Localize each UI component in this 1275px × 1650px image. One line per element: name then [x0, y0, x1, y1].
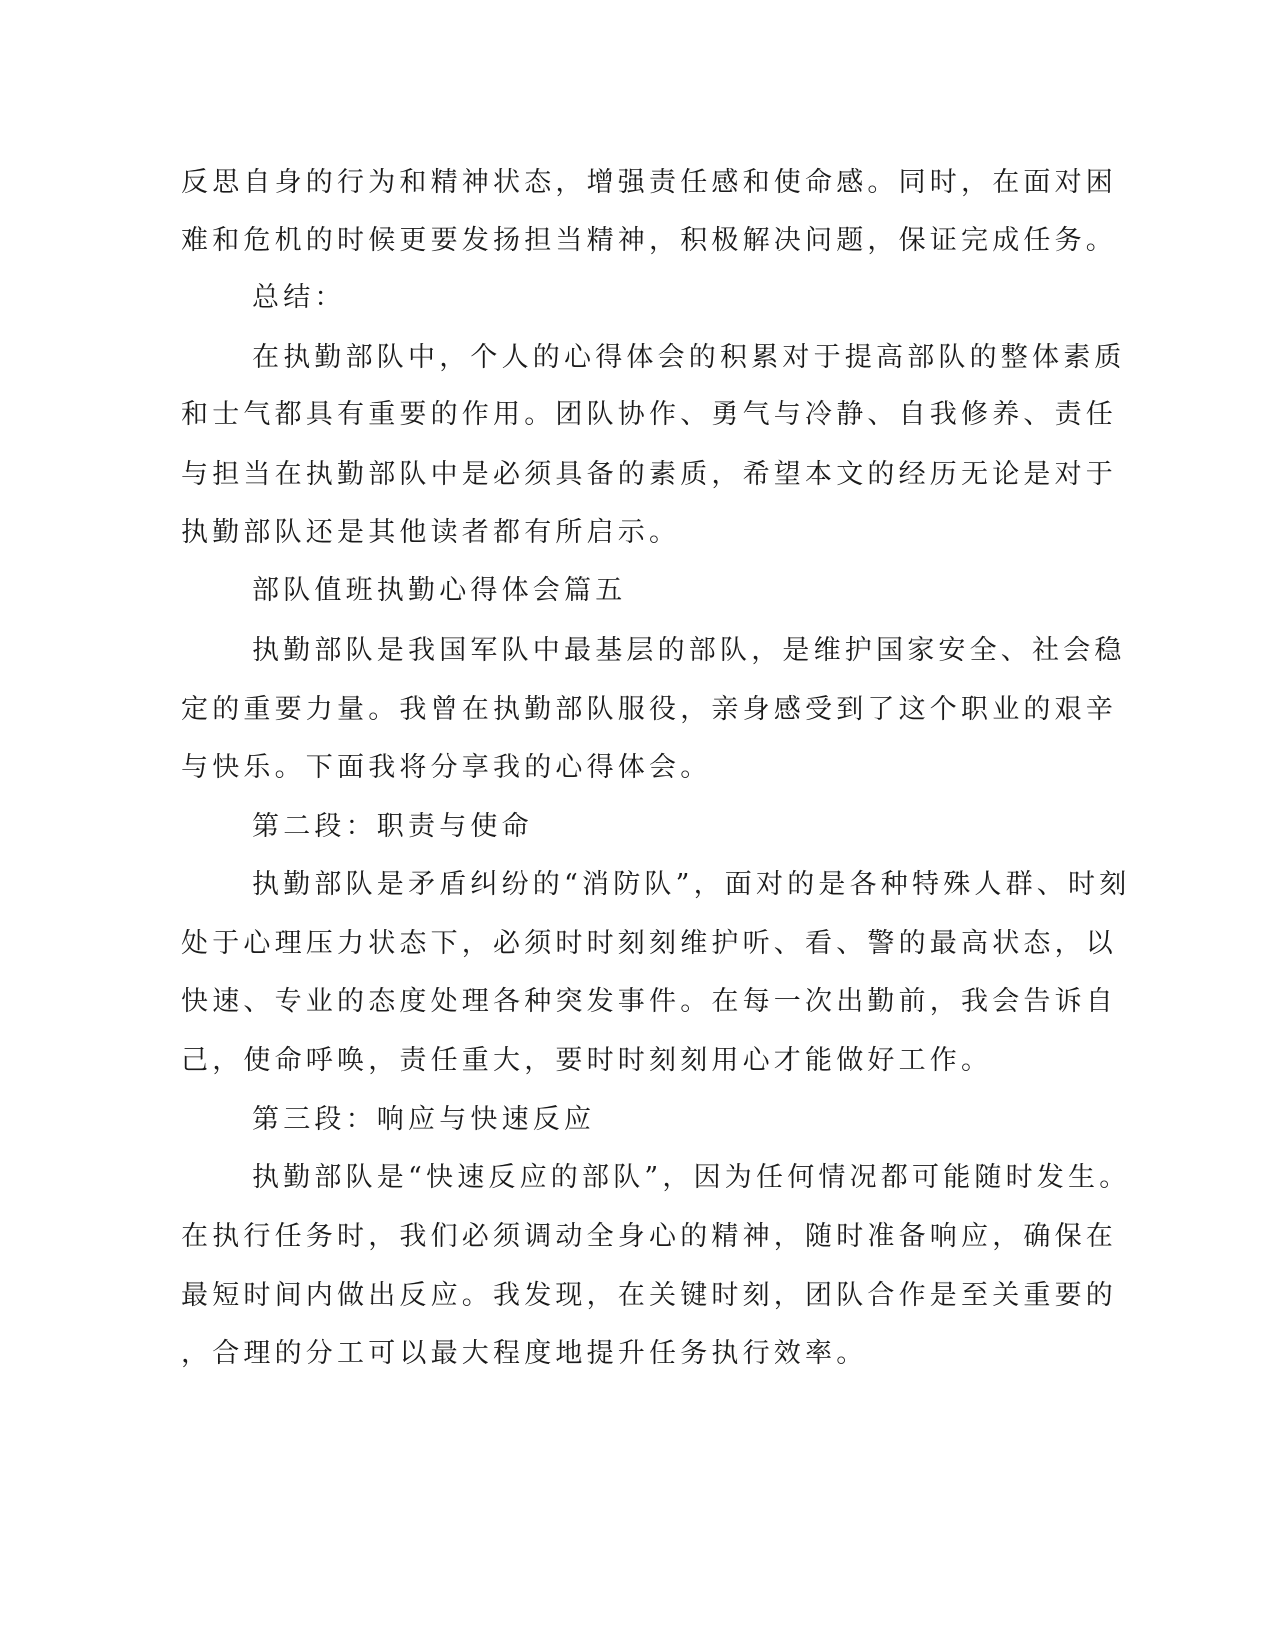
section-heading: 第二段：职责与使命	[252, 811, 533, 842]
section-heading: 第三段：响应与快速反应	[252, 1104, 596, 1135]
paragraph-line: 执勤部队是我国军队中最基层的部队，是维护国家安全、社会稳	[252, 635, 1126, 666]
paragraph-line: 与担当在执勤部队中是必须具备的素质，希望本文的经历无论是对于	[181, 459, 1117, 490]
paragraph-line: 执勤部队还是其他读者都有所启示。	[181, 517, 681, 548]
paragraph-line: ，合理的分工可以最大程度地提升任务执行效率。	[181, 1338, 868, 1369]
paragraph-line: 执勤部队是“快速反应的部队”，因为任何情况都可能随时发生。	[252, 1162, 1131, 1193]
paragraph-line: 和士气都具有重要的作用。团队协作、勇气与冷静、自我修养、责任	[181, 399, 1117, 430]
article-title: 部队值班执勤心得体会篇五	[252, 575, 627, 606]
paragraph-line: 在执行任务时，我们必须调动全身心的精神，随时准备响应，确保在	[181, 1221, 1117, 1252]
paragraph-line: 与快乐。下面我将分享我的心得体会。	[181, 752, 712, 783]
paragraph-line: 定的重要力量。我曾在执勤部队服役，亲身感受到了这个职业的艰辛	[181, 694, 1117, 725]
paragraph-line: 执勤部队是矛盾纠纷的“消防队”，面对的是各种特殊人群、时刻	[252, 869, 1131, 900]
paragraph-line: 处于心理压力状态下，必须时时刻刻维护听、看、警的最高状态，以	[181, 928, 1117, 959]
paragraph-line: 己，使命呼唤，责任重大，要时时刻刻用心才能做好工作。	[181, 1045, 993, 1076]
paragraph-line: 难和危机的时候更要发扬担当精神，积极解决问题，保证完成任务。	[181, 225, 1117, 256]
paragraph-line: 最短时间内做出反应。我发现，在关键时刻，团队合作是至关重要的	[181, 1280, 1117, 1311]
paragraph-line: 在执勤部队中，个人的心得体会的积累对于提高部队的整体素质	[252, 342, 1126, 373]
section-heading: 总结：	[252, 282, 346, 313]
paragraph-line: 快速、专业的态度处理各种突发事件。在每一次出勤前，我会告诉自	[181, 986, 1117, 1017]
paragraph-line: 反思自身的行为和精神状态，增强责任感和使命感。同时，在面对困	[181, 167, 1117, 198]
